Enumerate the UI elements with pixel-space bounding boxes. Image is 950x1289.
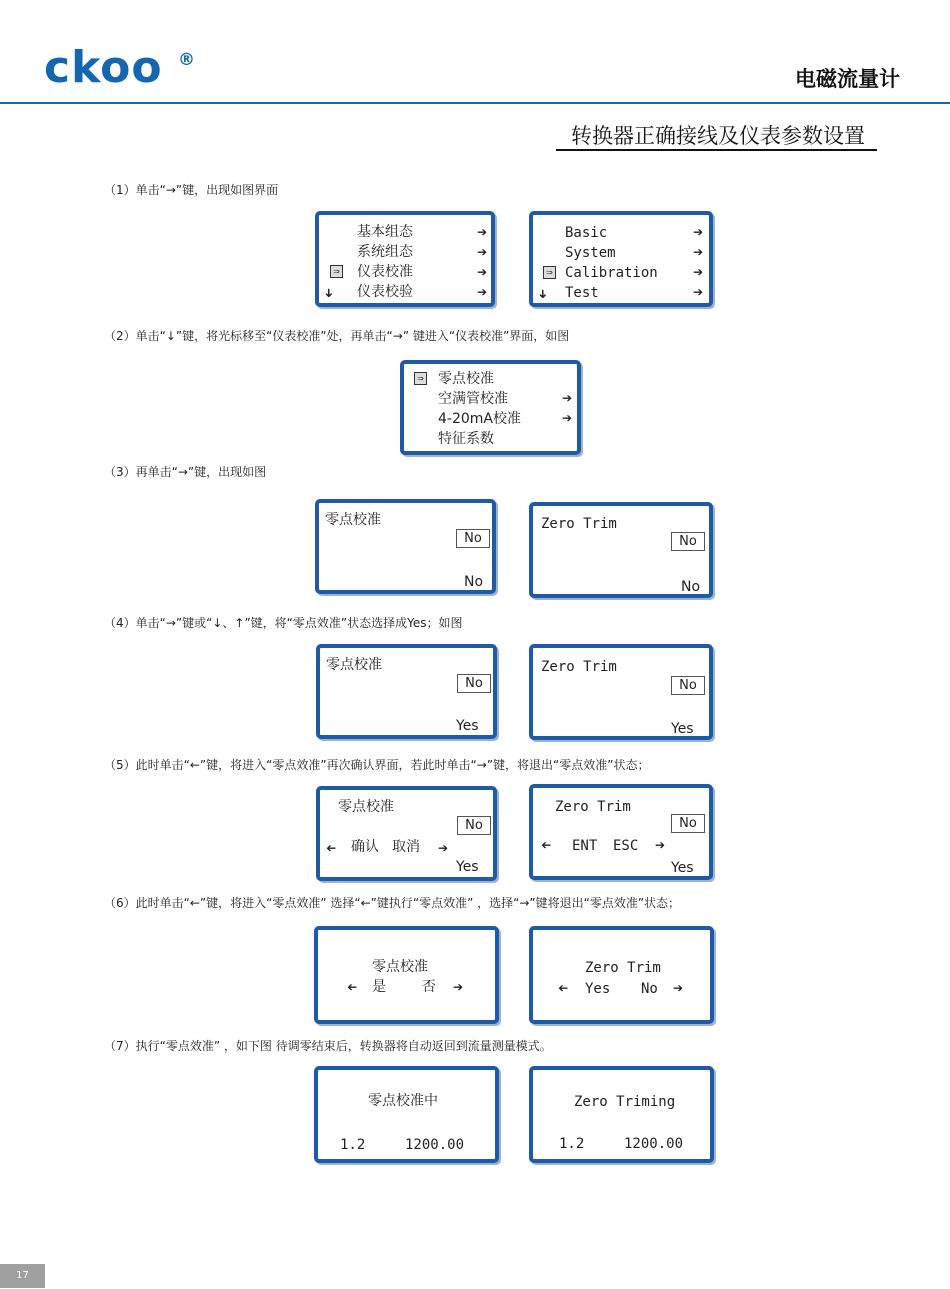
lcd-menu-cn bbox=[315, 211, 495, 307]
menu-item-system: System bbox=[565, 245, 616, 261]
cursor-icon: ⇒ bbox=[543, 266, 556, 279]
down-arrow-icon: ➜ bbox=[536, 288, 551, 300]
no-label: 否 bbox=[422, 979, 436, 995]
right-arrow-icon: ➔ bbox=[477, 285, 488, 299]
step-1-text: （1）单击“→”键，出现如图界面 bbox=[104, 183, 279, 197]
lcd-title: 零点校准 bbox=[372, 959, 428, 975]
lcd-title: 零点校准 bbox=[325, 512, 381, 528]
right-arrow-icon: ➔ bbox=[562, 411, 573, 425]
step-2-text: （2）单击“↓”键，将光标移至“仪表校准”处，再单击“→” 键进入“仪表校准”界面，如图 bbox=[104, 329, 570, 343]
lcd-trimming-en bbox=[529, 1066, 714, 1163]
selection-box: No bbox=[457, 816, 491, 835]
cursor-icon: ⇒ bbox=[330, 265, 343, 278]
left-arrow-icon: ➔ bbox=[541, 838, 552, 852]
brand-logo: ckoo bbox=[44, 42, 163, 93]
lcd-zero-trim-en bbox=[529, 502, 713, 598]
lcd-title: 零点校准中 bbox=[368, 1093, 438, 1109]
menu-item-calibration: Calibration bbox=[565, 265, 658, 281]
selection-box: No bbox=[456, 529, 490, 548]
right-arrow-icon: ➔ bbox=[453, 980, 464, 994]
step-5-text: （5）此时单击“←”键，将进入“零点效准”再次确认界面，若此时单击“→”键，将退出“零点效准”状态； bbox=[104, 758, 650, 772]
menu-item-system: 系统组态 bbox=[357, 244, 413, 260]
confirm-label: ENT bbox=[572, 838, 598, 854]
header-title: 电磁流量计 bbox=[795, 67, 900, 91]
lcd-zero-trim-yes-cn bbox=[316, 644, 497, 739]
right-arrow-icon: ➔ bbox=[438, 841, 449, 855]
right-arrow-icon: ➔ bbox=[477, 245, 488, 259]
menu-item-4-20ma: 4-20mA校准 bbox=[438, 411, 521, 427]
menu-item-calibration: 仪表校准 bbox=[357, 264, 413, 280]
down-arrow-icon: ➜ bbox=[322, 287, 337, 299]
lcd-confirm-cn bbox=[316, 786, 497, 881]
right-arrow-icon: ➔ bbox=[673, 981, 684, 995]
confirm-label: 确认 bbox=[351, 839, 379, 855]
menu-item-characteristic: 特征系数 bbox=[438, 431, 494, 447]
header-divider bbox=[0, 102, 950, 104]
lcd-value: Yes bbox=[456, 718, 479, 734]
right-arrow-icon: ➔ bbox=[477, 265, 488, 279]
section-title: 转换器正确接线及仪表参数设置 bbox=[571, 124, 865, 148]
menu-item-test: 仪表校验 bbox=[357, 284, 413, 300]
left-arrow-icon: ➔ bbox=[558, 981, 569, 995]
section-underline bbox=[556, 149, 877, 151]
menu-item-basic: 基本组态 bbox=[357, 224, 413, 240]
lcd-value: Yes bbox=[671, 860, 694, 876]
yes-label: Yes bbox=[585, 981, 611, 997]
step-3-text: （3）再单击“→”键，出现如图 bbox=[104, 465, 267, 479]
lcd-title: 零点校准 bbox=[338, 799, 394, 815]
right-arrow-icon: ➔ bbox=[693, 285, 704, 299]
lcd-title: Zero Trim bbox=[541, 659, 617, 675]
selection-box: No bbox=[671, 814, 705, 833]
lcd-value: Yes bbox=[456, 859, 479, 875]
menu-item-zero-trim: 零点校准 bbox=[438, 371, 494, 387]
page-number: 17 bbox=[0, 1264, 45, 1288]
selection-box: No bbox=[671, 676, 705, 695]
lcd-menu-en bbox=[529, 211, 713, 307]
lcd-title: Zero Triming bbox=[574, 1094, 676, 1110]
menu-item-test: Test bbox=[565, 285, 599, 301]
lcd-value-1: 1.2 bbox=[340, 1137, 366, 1153]
lcd-trimming-cn bbox=[314, 1066, 499, 1163]
right-arrow-icon: ➔ bbox=[693, 245, 704, 259]
menu-item-basic: Basic bbox=[565, 225, 608, 241]
lcd-value: Yes bbox=[671, 721, 694, 737]
lcd-title: Zero Trim bbox=[585, 960, 661, 976]
lcd-execute-cn bbox=[314, 926, 499, 1024]
right-arrow-icon: ➔ bbox=[562, 391, 573, 405]
left-arrow-icon: ➔ bbox=[326, 841, 337, 855]
cancel-label: ESC bbox=[613, 838, 639, 854]
lcd-value: No bbox=[464, 574, 484, 590]
lcd-title: Zero Trim bbox=[555, 799, 631, 815]
lcd-title: Zero Trim bbox=[541, 516, 617, 532]
lcd-confirm-en bbox=[529, 784, 713, 880]
step-6-text: （6）此时单击“←”键，将进入“零点效准” 选择“←”键执行“零点效准” ，选择“→”键将退出“零点效准”状态； bbox=[104, 896, 681, 910]
right-arrow-icon: ➔ bbox=[693, 265, 704, 279]
lcd-zero-trim-cn bbox=[315, 499, 496, 594]
left-arrow-icon: ➔ bbox=[347, 980, 358, 994]
selection-box: No bbox=[671, 532, 705, 551]
right-arrow-icon: ➔ bbox=[693, 225, 704, 239]
selection-box: No bbox=[457, 674, 491, 693]
step-4-text: （4）单击“→”键或“↓、↑”键，将“零点效准”状态选择成Yes；如图 bbox=[104, 616, 463, 630]
registered-mark: ® bbox=[178, 50, 195, 70]
step-7-text: （7）执行“零点效准” ，如下图 待调零结束后，转换器将自动返回到流量测量模式。 bbox=[104, 1039, 552, 1053]
cursor-icon: ⇒ bbox=[414, 372, 427, 385]
yes-label: 是 bbox=[372, 979, 386, 995]
lcd-title: 零点校准 bbox=[326, 657, 382, 673]
lcd-value: No bbox=[681, 579, 701, 595]
no-label: No bbox=[641, 981, 658, 997]
lcd-zero-trim-yes-en bbox=[529, 644, 713, 740]
lcd-value-2: 1200.00 bbox=[624, 1136, 684, 1152]
cancel-label: 取消 bbox=[392, 839, 420, 855]
right-arrow-icon: ➔ bbox=[477, 225, 488, 239]
lcd-value-1: 1.2 bbox=[559, 1136, 585, 1152]
right-arrow-icon: ➔ bbox=[655, 838, 666, 852]
lcd-calibration-menu bbox=[400, 360, 581, 455]
lcd-execute-en bbox=[529, 926, 714, 1024]
lcd-value-2: 1200.00 bbox=[405, 1137, 465, 1153]
menu-item-empty-full-pipe: 空满管校准 bbox=[438, 391, 508, 407]
